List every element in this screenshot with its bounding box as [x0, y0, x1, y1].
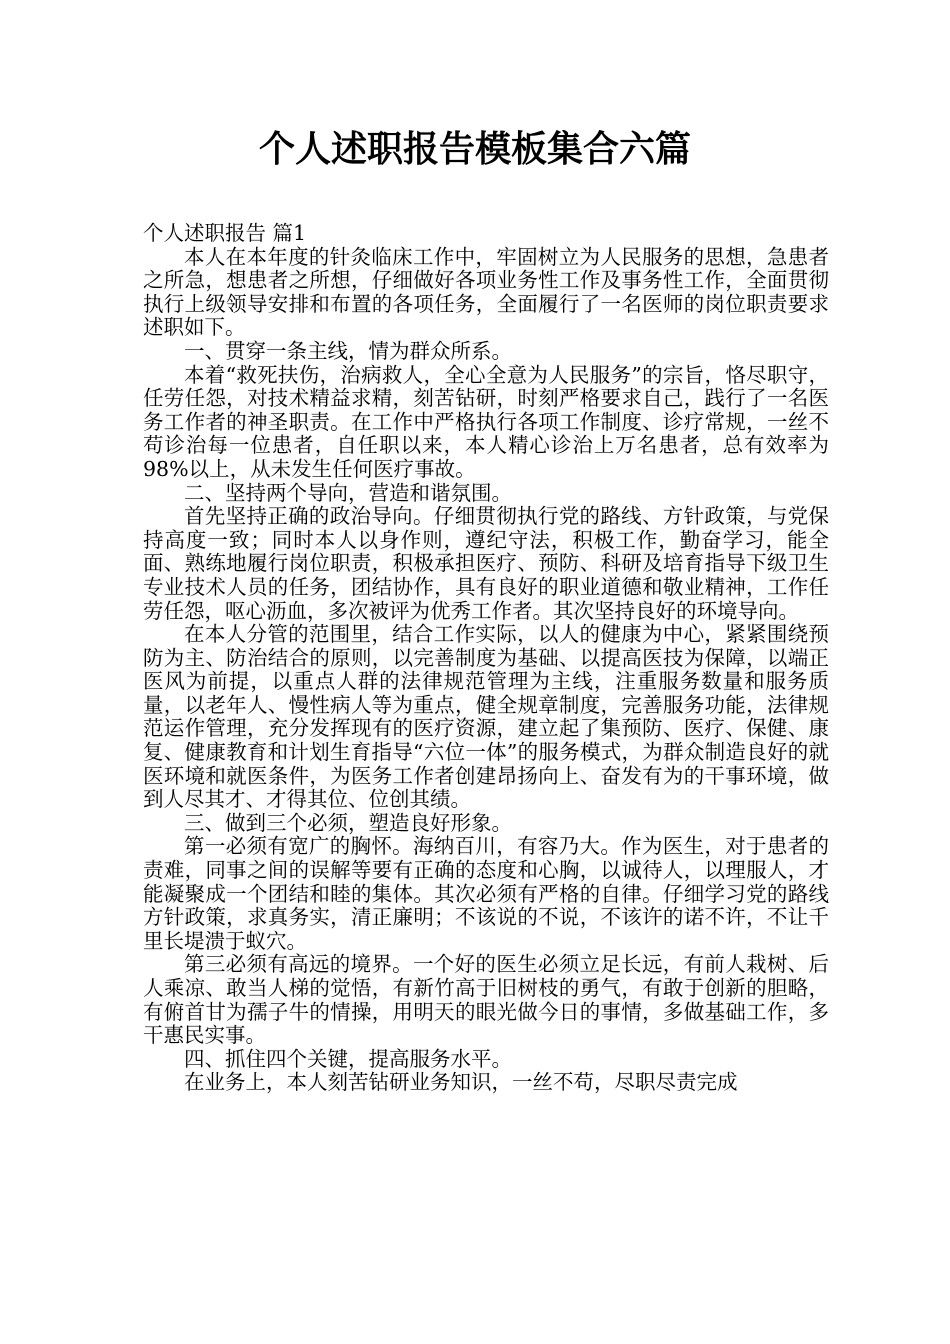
paragraph: 在本人分管的范围里，结合工作实际，以人的健康为中心，紧紧围绕预防为主、防治结合的原则，以完善制度为基础、以提高医技为保障，以端正医风为前提，以重点人群的法律规范管理为主线，注重服务数量和服务质量，以老年人、慢性病人等为重点，健全规章制度，完善服务功能，法律规范运作管理，充分发挥现有的医疗资源，建立起了集预防、医疗、保健、康复、健康教育和计划生育指导“六位一体”的服务模式，为群众制造良好的就医环境和就医条件，为医务工作者创建昂扬向上、奋发有为的干事环境，做到人尽其才、才得其位、位创其绩。 — [143, 622, 829, 812]
document-body — [143, 222, 829, 1095]
paragraph: 在业务上，本人刻苦钻研业务知识，一丝不苟，尽职尽责完成 — [184, 1070, 738, 1095]
document-title: 个人述职报告模板集合六篇 — [258, 129, 691, 170]
paragraph-heading: 二、坚持两个导向，营造和谐氛围。 — [184, 480, 512, 505]
paragraph-heading: 一、贯穿一条主线，情为群众所系。 — [184, 338, 512, 363]
paragraph: 本着“救死扶伤，治病救人，全心全意为人民服务”的宗旨，恪尽职守，任劳任怨，对技术精益求精，刻苦钻研，时刻严格要求自己，践行了一名医务工作者的神圣职责。在工作中严格执行各项工作制度、诊疗常规，一丝不苟诊治每一位患者，自任职以来，本人精心诊治上万名患者，总有效率为98%以上，从未发生任何医疗事故。 — [143, 362, 829, 481]
paragraph-heading: 四、抓住四个关键，提高服务水平。 — [184, 1046, 512, 1071]
paragraph-heading: 三、做到三个必须，塑造良好形象。 — [184, 810, 512, 835]
section-label: 个人述职报告 篇1 — [143, 221, 307, 245]
paragraph: 第三必须有高远的境界。一个好的医生必须立足长远，有前人栽树、后人乘凉、敢当人梯的觉悟，有新竹高于旧树枝的勇气，有敢于创新的胆略，有俯首甘为孺子牛的情操，用明天的眼光做今日的事情，多做基础工作，多干惠民实事。 — [143, 952, 829, 1048]
paragraph: 本人在本年度的针灸临床工作中，牢固树立为人民服务的思想，急患者之所急，想患者之所想，仔细做好各项业务性工作及事务性工作，全面贯彻执行上级领导安排和布置的各项任务，全面履行了一名医师的岗位职责要求述职如下。 — [143, 244, 829, 340]
paragraph: 首先坚持正确的政治导向。仔细贯彻执行党的路线、方针政策，与党保持高度一致；同时本人以身作则，遵纪守法，积极工作，勤奋学习，能全面、熟练地履行岗位职责，积极承担医疗、预防、科研及培育指导下级卫生专业技术人员的任务，团结协作，具有良好的职业道德和敬业精神，工作任劳任怨，呕心沥血，多次被评为优秀工作者。其次坚持良好的环境导向。 — [143, 504, 829, 623]
paragraph: 第一必须有宽广的胸怀。海纳百川，有容乃大。作为医生，对于患者的责难，同事之间的误解等要有正确的态度和心胸，以诚待人，以理服人，才能凝聚成一个团结和睦的集体。其次必须有严格的自律。仔细学习党的路线方针政策，求真务实，清正廉明；不该说的不说，不该许的诺不许，不让千里长堤溃于蚁穴。 — [143, 834, 829, 953]
